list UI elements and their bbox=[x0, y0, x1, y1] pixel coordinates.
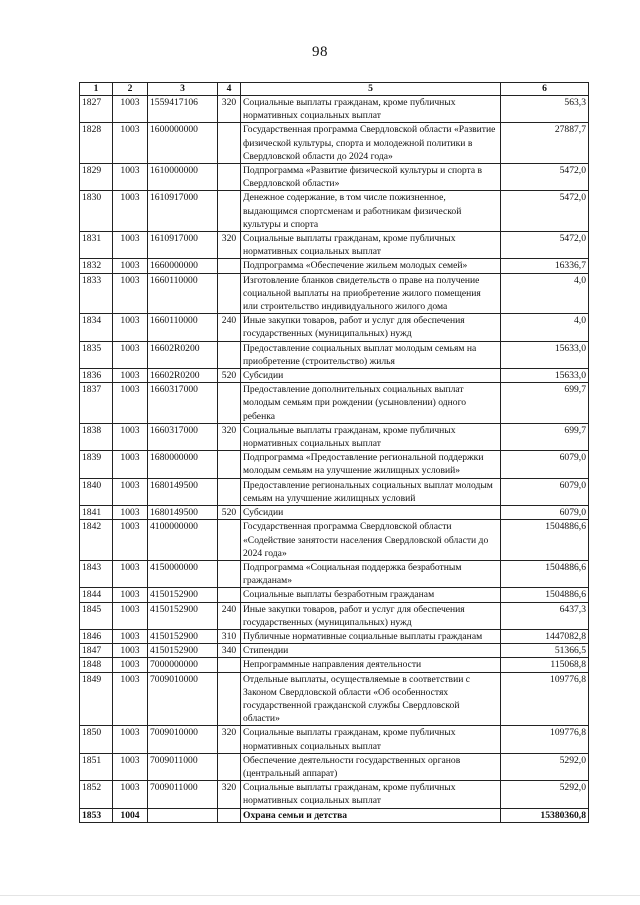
amount-cell: 4,0 bbox=[501, 314, 589, 341]
section-code-cell: 1003 bbox=[113, 273, 148, 314]
amount-cell: 1504886,6 bbox=[501, 520, 589, 561]
footer-divider bbox=[0, 895, 640, 896]
amount-cell: 6437,3 bbox=[501, 602, 589, 629]
amount-cell: 1447082,8 bbox=[501, 629, 589, 643]
target-code-cell: 4150152900 bbox=[148, 644, 218, 658]
target-code-cell: 1610000000 bbox=[148, 164, 218, 191]
header-col-1: 1 bbox=[80, 83, 113, 96]
section-code-cell: 1003 bbox=[113, 506, 148, 520]
expense-type-cell bbox=[218, 341, 241, 368]
table-row bbox=[80, 451, 589, 478]
item-name-cell: Государственная программа Свердловской области «Содействие занятости населения Свердловской области до 2024 года» bbox=[241, 520, 501, 561]
expense-type-cell bbox=[218, 259, 241, 273]
item-name-cell: Охрана семьи и детства bbox=[241, 808, 501, 822]
row-number-cell: 1840 bbox=[80, 478, 113, 505]
expense-type-cell: 240 bbox=[218, 602, 241, 629]
item-name-cell: Социальные выплаты гражданам, кроме публичных нормативных социальных выплат bbox=[241, 96, 501, 123]
table-row bbox=[80, 506, 589, 520]
item-name-cell: Иные закупки товаров, работ и услуг для обеспечения государственных (муниципальных) нужд bbox=[241, 314, 501, 341]
row-number-cell: 1848 bbox=[80, 658, 113, 672]
target-code-cell: 1660000000 bbox=[148, 259, 218, 273]
expense-type-cell bbox=[218, 560, 241, 587]
item-name-cell: Публичные нормативные социальные выплаты гражданам bbox=[241, 629, 501, 643]
table-row bbox=[80, 753, 589, 780]
target-code-cell: 7009010000 bbox=[148, 726, 218, 753]
item-name-cell: Подпрограмма «Предоставление региональной поддержки молодым семьям на улучшение жилищных условий» bbox=[241, 451, 501, 478]
item-name-cell: Обеспечение деятельности государственных органов (центральный аппарат) bbox=[241, 753, 501, 780]
target-code-cell: 1610917000 bbox=[148, 232, 218, 259]
expense-type-cell: 520 bbox=[218, 369, 241, 383]
row-number-cell: 1847 bbox=[80, 644, 113, 658]
target-code-cell: 7009011000 bbox=[148, 781, 218, 808]
section-code-cell: 1003 bbox=[113, 478, 148, 505]
row-number-cell: 1839 bbox=[80, 451, 113, 478]
section-code-cell: 1003 bbox=[113, 96, 148, 123]
target-code-cell: 1660110000 bbox=[148, 314, 218, 341]
section-code-cell: 1003 bbox=[113, 259, 148, 273]
item-name-cell: Социальные выплаты гражданам, кроме публичных нормативных социальных выплат bbox=[241, 232, 501, 259]
table-row bbox=[80, 520, 589, 561]
expense-type-cell bbox=[218, 753, 241, 780]
item-name-cell: Государственная программа Свердловской области «Развитие физической культуры, спорта и молодежной политики в Свердловской области до 2024 года» bbox=[241, 123, 501, 164]
item-name-cell: Подпрограмма «Развитие физической культуры и спорта в Свердловской области» bbox=[241, 164, 501, 191]
target-code-cell: 4100000000 bbox=[148, 520, 218, 561]
amount-cell: 51366,5 bbox=[501, 644, 589, 658]
expense-type-cell bbox=[218, 520, 241, 561]
expense-type-cell bbox=[218, 451, 241, 478]
row-number-cell: 1844 bbox=[80, 588, 113, 602]
header-col-5: 5 bbox=[241, 83, 501, 96]
section-code-cell: 1003 bbox=[113, 232, 148, 259]
item-name-cell: Подпрограмма «Обеспечение жильем молодых семей» bbox=[241, 259, 501, 273]
row-number-cell: 1836 bbox=[80, 369, 113, 383]
table-row bbox=[80, 560, 589, 587]
table-row bbox=[80, 259, 589, 273]
row-number-cell: 1835 bbox=[80, 341, 113, 368]
target-code-cell: 16602R0200 bbox=[148, 369, 218, 383]
table-row bbox=[80, 478, 589, 505]
amount-cell: 109776,8 bbox=[501, 672, 589, 726]
target-code-cell: 1610917000 bbox=[148, 191, 218, 232]
section-code-cell: 1003 bbox=[113, 383, 148, 424]
expense-type-cell bbox=[218, 588, 241, 602]
amount-cell: 5472,0 bbox=[501, 232, 589, 259]
table-row bbox=[80, 383, 589, 424]
amount-cell: 6079,0 bbox=[501, 506, 589, 520]
target-code-cell: 1660110000 bbox=[148, 273, 218, 314]
row-number-cell: 1830 bbox=[80, 191, 113, 232]
row-number-cell: 1827 bbox=[80, 96, 113, 123]
table-row bbox=[80, 644, 589, 658]
amount-cell: 5292,0 bbox=[501, 781, 589, 808]
table-row bbox=[80, 191, 589, 232]
amount-cell: 1504886,6 bbox=[501, 588, 589, 602]
amount-cell: 5472,0 bbox=[501, 164, 589, 191]
expense-type-cell: 320 bbox=[218, 423, 241, 450]
section-code-cell: 1003 bbox=[113, 560, 148, 587]
table-row bbox=[80, 232, 589, 259]
section-code-cell: 1003 bbox=[113, 341, 148, 368]
row-number-cell: 1837 bbox=[80, 383, 113, 424]
page-number: 98 bbox=[312, 44, 328, 60]
table-row bbox=[80, 96, 589, 123]
section-code-cell: 1003 bbox=[113, 451, 148, 478]
expense-type-cell: 320 bbox=[218, 232, 241, 259]
table-row bbox=[80, 781, 589, 808]
expense-type-cell bbox=[218, 383, 241, 424]
section-code-cell: 1003 bbox=[113, 602, 148, 629]
target-code-cell: 7000000000 bbox=[148, 658, 218, 672]
section-code-cell: 1003 bbox=[113, 644, 148, 658]
expense-type-cell bbox=[218, 273, 241, 314]
row-number-cell: 1838 bbox=[80, 423, 113, 450]
item-name-cell: Подпрограмма «Социальная поддержка безработным гражданам» bbox=[241, 560, 501, 587]
table-row bbox=[80, 369, 589, 383]
table-body bbox=[80, 96, 589, 823]
expense-type-cell bbox=[218, 478, 241, 505]
section-code-cell: 1003 bbox=[113, 629, 148, 643]
header-col-2: 2 bbox=[113, 83, 148, 96]
item-name-cell: Стипендии bbox=[241, 644, 501, 658]
amount-cell: 6079,0 bbox=[501, 451, 589, 478]
amount-cell: 115068,8 bbox=[501, 658, 589, 672]
table-row bbox=[80, 629, 589, 643]
budget-table bbox=[79, 82, 589, 823]
amount-cell: 563,3 bbox=[501, 96, 589, 123]
target-code-cell: 4150152900 bbox=[148, 588, 218, 602]
expense-type-cell: 320 bbox=[218, 96, 241, 123]
item-name-cell: Предоставление региональных социальных выплат молодым семьям на улучшение жилищных условий bbox=[241, 478, 501, 505]
target-code-cell: 1680000000 bbox=[148, 451, 218, 478]
row-number-cell: 1849 bbox=[80, 672, 113, 726]
row-number-cell: 1831 bbox=[80, 232, 113, 259]
row-number-cell: 1846 bbox=[80, 629, 113, 643]
expense-type-cell: 340 bbox=[218, 644, 241, 658]
item-name-cell: Отдельные выплаты, осуществляемые в соответствии с Законом Свердловской области «Об особенностях государственной гражданской службы Свердловской области» bbox=[241, 672, 501, 726]
item-name-cell: Социальные выплаты гражданам, кроме публичных нормативных социальных выплат bbox=[241, 781, 501, 808]
item-name-cell: Непрограммные направления деятельности bbox=[241, 658, 501, 672]
row-number-cell: 1832 bbox=[80, 259, 113, 273]
table-row bbox=[80, 808, 589, 822]
target-code-cell: 1680149500 bbox=[148, 506, 218, 520]
target-code-cell bbox=[148, 808, 218, 822]
item-name-cell: Предоставление социальных выплат молодым семьям на приобретение (строительство) жилья bbox=[241, 341, 501, 368]
expense-type-cell: 310 bbox=[218, 629, 241, 643]
section-code-cell: 1003 bbox=[113, 672, 148, 726]
row-number-cell: 1852 bbox=[80, 781, 113, 808]
row-number-cell: 1843 bbox=[80, 560, 113, 587]
table-row bbox=[80, 423, 589, 450]
amount-cell: 699,7 bbox=[501, 383, 589, 424]
item-name-cell: Иные закупки товаров, работ и услуг для обеспечения государственных (муниципальных) нужд bbox=[241, 602, 501, 629]
target-code-cell: 1600000000 bbox=[148, 123, 218, 164]
target-code-cell: 4150152900 bbox=[148, 629, 218, 643]
amount-cell: 16336,7 bbox=[501, 259, 589, 273]
section-code-cell: 1003 bbox=[113, 369, 148, 383]
item-name-cell: Субсидии bbox=[241, 506, 501, 520]
section-code-cell: 1003 bbox=[113, 164, 148, 191]
header-col-6: 6 bbox=[501, 83, 589, 96]
table-row bbox=[80, 588, 589, 602]
table-row bbox=[80, 164, 589, 191]
table-row bbox=[80, 602, 589, 629]
expense-type-cell bbox=[218, 672, 241, 726]
target-code-cell: 1680149500 bbox=[148, 478, 218, 505]
item-name-cell: Денежное содержание, в том числе пожизненное, выдающимся спортсменам и работникам физической культуры и спорта bbox=[241, 191, 501, 232]
target-code-cell: 7009010000 bbox=[148, 672, 218, 726]
amount-cell: 6079,0 bbox=[501, 478, 589, 505]
row-number-cell: 1834 bbox=[80, 314, 113, 341]
row-number-cell: 1851 bbox=[80, 753, 113, 780]
expense-type-cell bbox=[218, 808, 241, 822]
item-name-cell: Социальные выплаты безработным гражданам bbox=[241, 588, 501, 602]
expense-type-cell: 320 bbox=[218, 781, 241, 808]
table-row bbox=[80, 314, 589, 341]
expense-type-cell: 320 bbox=[218, 726, 241, 753]
amount-cell: 5292,0 bbox=[501, 753, 589, 780]
target-code-cell: 4150000000 bbox=[148, 560, 218, 587]
item-name-cell: Социальные выплаты гражданам, кроме публичных нормативных социальных выплат bbox=[241, 726, 501, 753]
item-name-cell: Социальные выплаты гражданам, кроме публичных нормативных социальных выплат bbox=[241, 423, 501, 450]
amount-cell: 27887,7 bbox=[501, 123, 589, 164]
target-code-cell: 16602R0200 bbox=[148, 341, 218, 368]
amount-cell: 15380360,8 bbox=[501, 808, 589, 822]
section-code-cell: 1003 bbox=[113, 588, 148, 602]
expense-type-cell bbox=[218, 123, 241, 164]
amount-cell: 15633,0 bbox=[501, 369, 589, 383]
row-number-cell: 1842 bbox=[80, 520, 113, 561]
row-number-cell: 1828 bbox=[80, 123, 113, 164]
item-name-cell: Субсидии bbox=[241, 369, 501, 383]
target-code-cell: 1559417106 bbox=[148, 96, 218, 123]
row-number-cell: 1841 bbox=[80, 506, 113, 520]
row-number-cell: 1829 bbox=[80, 164, 113, 191]
expense-type-cell bbox=[218, 191, 241, 232]
expense-type-cell: 520 bbox=[218, 506, 241, 520]
section-code-cell: 1003 bbox=[113, 658, 148, 672]
target-code-cell: 7009011000 bbox=[148, 753, 218, 780]
table-row bbox=[80, 273, 589, 314]
amount-cell: 5472,0 bbox=[501, 191, 589, 232]
item-name-cell: Изготовление бланков свидетельств о праве на получение социальной выплаты на приобретение жилого помещения или строительство индивидуального жилого дома bbox=[241, 273, 501, 314]
row-number-cell: 1833 bbox=[80, 273, 113, 314]
expense-type-cell: 240 bbox=[218, 314, 241, 341]
amount-cell: 15633,0 bbox=[501, 341, 589, 368]
section-code-cell: 1004 bbox=[113, 808, 148, 822]
target-code-cell: 1660317000 bbox=[148, 423, 218, 450]
amount-cell: 1504886,6 bbox=[501, 560, 589, 587]
header-col-4: 4 bbox=[218, 83, 241, 96]
section-code-cell: 1003 bbox=[113, 781, 148, 808]
expense-type-cell bbox=[218, 164, 241, 191]
header-col-3: 3 bbox=[148, 83, 218, 96]
item-name-cell: Предоставление дополнительных социальных выплат молодым семьям при рождении (усыновлении) одного ребенка bbox=[241, 383, 501, 424]
section-code-cell: 1003 bbox=[113, 520, 148, 561]
section-code-cell: 1003 bbox=[113, 753, 148, 780]
section-code-cell: 1003 bbox=[113, 191, 148, 232]
table-row bbox=[80, 123, 589, 164]
amount-cell: 4,0 bbox=[501, 273, 589, 314]
table-row bbox=[80, 658, 589, 672]
table-row bbox=[80, 726, 589, 753]
section-code-cell: 1003 bbox=[113, 123, 148, 164]
row-number-cell: 1853 bbox=[80, 808, 113, 822]
expense-type-cell bbox=[218, 658, 241, 672]
amount-cell: 699,7 bbox=[501, 423, 589, 450]
table-row bbox=[80, 341, 589, 368]
amount-cell: 109776,8 bbox=[501, 726, 589, 753]
target-code-cell: 4150152900 bbox=[148, 602, 218, 629]
row-number-cell: 1850 bbox=[80, 726, 113, 753]
section-code-cell: 1003 bbox=[113, 314, 148, 341]
table-row bbox=[80, 672, 589, 726]
header-row bbox=[80, 83, 589, 96]
row-number-cell: 1845 bbox=[80, 602, 113, 629]
section-code-cell: 1003 bbox=[113, 726, 148, 753]
section-code-cell: 1003 bbox=[113, 423, 148, 450]
target-code-cell: 1660317000 bbox=[148, 383, 218, 424]
